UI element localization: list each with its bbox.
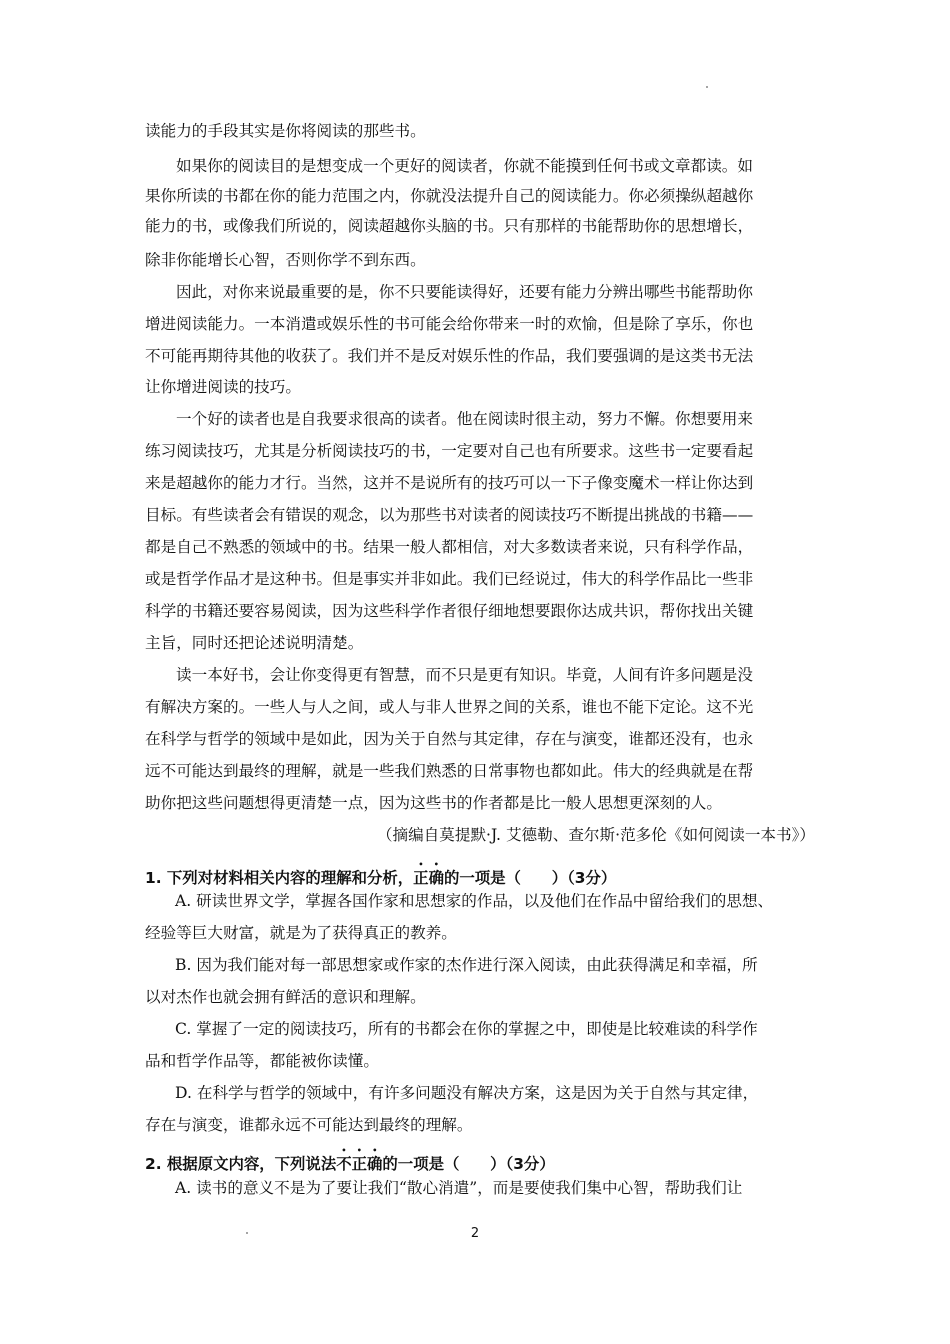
q1-option-a: A. 研读世界文学，掌握各国作家和思想家的作品，以及他们在作品中留给我们的思想、 xyxy=(175,892,774,910)
question-1-stem-start: 1. 下列对材料相关内容的理解和分析， xyxy=(145,869,414,887)
passage-line: 目标。有些读者会有错误的观念，以为那些书对读者的阅读技巧不断提出挑战的书籍—— xyxy=(145,506,754,524)
passage-line: 除非你能增长心智，否则你学不到东西。 xyxy=(145,251,426,269)
passage-line: 让你增进阅读的技巧。 xyxy=(145,378,301,396)
question-1-stem-end: 的一项是（ ）（3分） xyxy=(443,869,617,887)
passage-line: 能力的书，或像我们所说的，阅读超越你头脑的书。只有那样的书能帮助你的思想增长， xyxy=(145,217,754,235)
passage-line: 在科学与哲学的领域中是如此，因为关于自然与其定律，存在与演变，谁都还没有，也永 xyxy=(145,730,754,748)
passage-line: 有解决方案的。一些人与人之间，或人与非人世界之间的关系，谁也不能下定论。这不光 xyxy=(145,698,754,716)
passage-source: （摘编自莫提默·J. 艾德勒、查尔斯·范多伦《如何阅读一本书》） xyxy=(376,826,815,844)
question-2-stem xyxy=(145,1146,555,1173)
passage-line: 练习阅读技巧，尤其是分析阅读技巧的书，一定要对自己也有所要求。这些书一定要看起 xyxy=(145,442,754,460)
q1-option-c-cont: 品和哲学作品等，都能被你读懂。 xyxy=(145,1052,379,1070)
passage-line: 如果你的阅读目的是想变成一个更好的阅读者，你就不能摸到任何书或文章都读。如 xyxy=(176,157,753,175)
q1-option-a-cont: 经验等巨大财富，就是为了获得真正的教养。 xyxy=(145,924,457,942)
q1-option-d-cont: 存在与演变，谁都永远不可能达到最终的理解。 xyxy=(145,1116,473,1134)
question-2-emphasis: 不正确 xyxy=(336,1155,383,1173)
passage-line: 助你把这些问题想得更清楚一点，因为这些书的作者都是比一般人思想更深刻的人。 xyxy=(145,794,722,812)
passage-line: 果你所读的书都在你的能力范围之内，你就没法提升自己的阅读能力。你必须操纵超越你 xyxy=(145,187,754,205)
passage-line: 科学的书籍还要容易阅读，因为这些科学作者很仔细地想要跟你达成共识，帮你找出关键 xyxy=(145,602,754,620)
q1-option-b-cont: 以对杰作也就会拥有鲜活的意识和理解。 xyxy=(145,988,426,1006)
passage-line: 远不可能达到最终的理解，就是一些我们熟悉的日常事物也都如此。伟大的经典就是在帮 xyxy=(145,762,754,780)
passage-line: 主旨，同时还把论述说明清楚。 xyxy=(145,634,364,652)
question-2-stem-start: 2. 根据原文内容，下列说法 xyxy=(145,1155,337,1173)
q1-option-c: C. 掌握了一定的阅读技巧，所有的书都会在你的掌握之中，即使是比较难读的科学作 xyxy=(175,1020,758,1038)
passage-line: 不可能再期待其他的收获了。我们并不是反对娱乐性的作品，我们要强调的是这类书无法 xyxy=(145,347,754,365)
passage-line: 都是自己不熟悉的领域中的书。结果一般人都相信，对大多数读者来说，只有科学作品， xyxy=(145,538,754,556)
question-1-stem xyxy=(145,860,617,887)
passage-line: 读能力的手段其实是你将阅读的那些书。 xyxy=(145,122,426,140)
passage-line: 读一本好书，会让你变得更有智慧，而不只是更有知识。毕竟，人间有许多问题是没 xyxy=(176,666,753,684)
passage-line: 因此，对你来说最重要的是，你不只要能读得好，还要有能力分辨出哪些书能帮助你 xyxy=(176,283,753,301)
q2-option-a: A. 读书的意义不是为了要让我们“散心消遣”，而是要使我们集中心智，帮助我们让 xyxy=(175,1179,743,1197)
passage-line: 一个好的读者也是自我要求很高的读者。他在阅读时很主动，努力不懈。你想要用来 xyxy=(176,410,753,428)
q1-option-d: D. 在科学与哲学的领域中，有许多问题没有解决方案，这是因为关于自然与其定律， xyxy=(175,1084,759,1102)
scan-speck xyxy=(706,86,708,88)
passage-line: 增进阅读能力。一本消遣或娱乐性的书可能会给你带来一时的欢愉，但是除了享乐，你也 xyxy=(145,315,754,333)
passage-line: 或是哲学作品才是这种书。但是事实并非如此。我们已经说过，伟大的科学作品比一些非 xyxy=(145,570,754,588)
q1-option-b: B. 因为我们能对每一部思想家或作家的杰作进行深入阅读，由此获得满足和幸福，所 xyxy=(175,956,758,974)
question-1-emphasis: 正确 xyxy=(413,869,444,887)
passage-line: 来是超越你的能力才行。当然，这并不是说所有的技巧可以一下子像变魔术一样让你达到 xyxy=(145,474,754,492)
question-2-stem-end: 的一项是（ ）（3分） xyxy=(382,1155,555,1173)
page-number: 2 xyxy=(470,1226,480,1241)
